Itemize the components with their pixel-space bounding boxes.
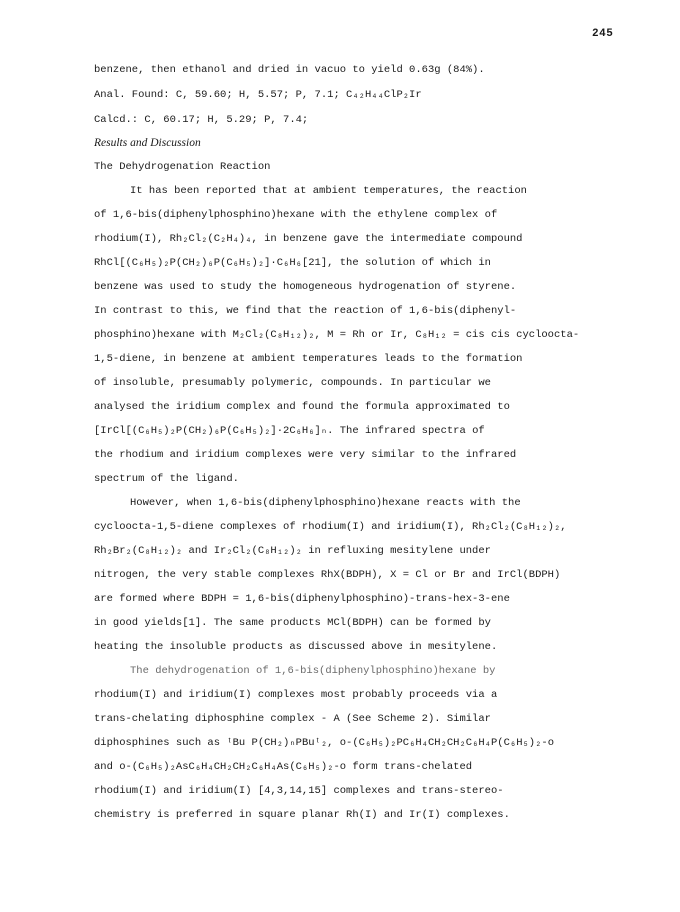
text-line: phosphino)hexane with M₂Cl₂(C₈H₁₂)₂, M = Rh or Ir, C₈H₁₂ = cis cis cycloocta- bbox=[94, 329, 580, 341]
text-line: in good yields[1]. The same products MCl(BDPH) can be formed by bbox=[94, 617, 491, 629]
text-line: The dehydrogenation of 1,6-bis(diphenylphosphino)hexane by bbox=[130, 665, 496, 677]
text-line: diphosphines such as ᵗBu P(CH₂)ₙPBuᵗ₂, o-(C₆H₅)₂PC₆H₄CH₂CH₂C₆H₄P(C₆H₅)₂-o bbox=[94, 737, 554, 749]
text-line: It has been reported that at ambient temperatures, the reaction bbox=[130, 185, 527, 197]
text-line: 1,5-diene, in benzene at ambient temperatures leads to the formation bbox=[94, 353, 523, 365]
text-line: [IrCl[(C₆H₅)₂P(CH₂)₆P(C₆H₅)₂]·2C₆H₆]ₙ. The infrared spectra of bbox=[94, 425, 485, 437]
text-line: heating the insoluble products as discussed above in mesitylene. bbox=[94, 641, 498, 653]
text-line: of insoluble, presumably polymeric, compounds. In particular we bbox=[94, 377, 491, 389]
text-line: rhodium(I) and iridium(I) complexes most probably proceeds via a bbox=[94, 689, 498, 701]
subsection-heading: The Dehydrogenation Reaction bbox=[94, 161, 271, 173]
text-line: chemistry is preferred in square planar Rh(I) and Ir(I) complexes. bbox=[94, 809, 510, 821]
text-line: nitrogen, the very stable complexes RhX(BDPH), X = Cl or Br and IrCl(BDPH) bbox=[94, 569, 561, 581]
text-line: spectrum of the ligand. bbox=[94, 473, 239, 485]
text-line: However, when 1,6-bis(diphenylphosphino)hexane reacts with the bbox=[130, 497, 521, 509]
text-line: Rh₂Br₂(C₈H₁₂)₂ and Ir₂Cl₂(C₈H₁₂)₂ in refluxing mesitylene under bbox=[94, 545, 491, 557]
text-line: Calcd.: C, 60.17; H, 5.29; P, 7.4; bbox=[94, 114, 309, 126]
section-heading: Results and Discussion bbox=[94, 137, 201, 149]
text-line: benzene, then ethanol and dried in vacuo to yield 0.63g (84%). bbox=[94, 64, 485, 76]
text-line: analysed the iridium complex and found the formula approximated to bbox=[94, 401, 510, 413]
page-number: 245 bbox=[592, 28, 614, 40]
text-line: rhodium(I) and iridium(I) [4,3,14,15] complexes and trans-stereo- bbox=[94, 785, 504, 797]
text-line: rhodium(I), Rh₂Cl₂(C₂H₄)₄, in benzene gave the intermediate compound bbox=[94, 233, 523, 245]
text-line: Anal. Found: C, 59.60; H, 5.57; P, 7.1; C₄₂H₄₄ClP₂Ir bbox=[94, 89, 422, 101]
text-line: In contrast to this, we find that the reaction of 1,6-bis(diphenyl- bbox=[94, 305, 517, 317]
text-line: the rhodium and iridium complexes were very similar to the infrared bbox=[94, 449, 517, 461]
text-line: benzene was used to study the homogeneous hydrogenation of styrene. bbox=[94, 281, 517, 293]
text-line: of 1,6-bis(diphenylphosphino)hexane with the ethylene complex of bbox=[94, 209, 498, 221]
text-line: are formed where BDPH = 1,6-bis(diphenylphosphino)-trans-hex-3-ene bbox=[94, 593, 510, 605]
text-line: RhCl[(C₆H₅)₂P(CH₂)₆P(C₆H₅)₂]·C₆H₆[21], the solution of which in bbox=[94, 257, 491, 269]
text-line: cycloocta-1,5-diene complexes of rhodium(I) and iridium(I), Rh₂Cl₂(C₈H₁₂)₂, bbox=[94, 521, 567, 533]
text-line: and o-(C₆H₅)₂AsC₆H₄CH₂CH₂C₆H₄As(C₆H₅)₂-o form trans-chelated bbox=[94, 761, 473, 773]
text-line: trans-chelating diphosphine complex - A (See Scheme 2). Similar bbox=[94, 713, 491, 725]
